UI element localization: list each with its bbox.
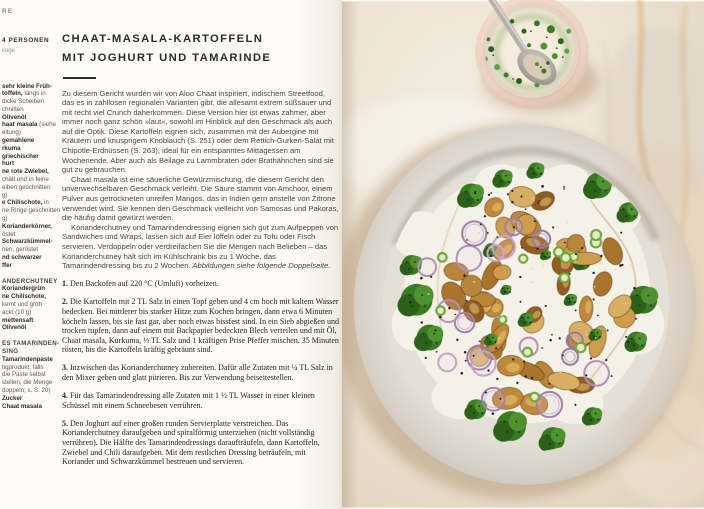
recipe-title-line2: MIT JOGHURT UND TAMARINDE bbox=[62, 52, 272, 64]
recipe-column bbox=[62, 30, 339, 467]
recipe-text-page bbox=[0, 0, 342, 509]
photo-page bbox=[342, 0, 704, 509]
serves-label: 4 PERSONEN bbox=[2, 37, 50, 44]
dish-photo bbox=[342, 0, 704, 509]
ingredients-list: sehr kleine Früh- toffeln, längs in dicke Scheiben chnitten Olivenöl haat masala (siehe eitung) gemahlene rkuma griechischer hurt ne rote Zwiebel, chält und in feine eiben geschnitten g) e Chilischote, in ne Ringe geschnitten g) Korianderkörner, östet Schwarzkümmel- nen, geröstet nd schwarzer ffer ANDERCHUTNEY Koriandergrün ne Chilischote, kernt und grob ackt (10 g) mettensaft Olivenöl ES TAMARINDEN- SING Tamarindenpaste tigprodukt; falls die Paste selbst stellen, die Menge doppeln; s. S. 20) Zucker Chaat masala bbox=[2, 82, 61, 410]
title-rule bbox=[63, 77, 96, 79]
method-steps: 1. Den Backofen auf 220 °C (Umluft) vorheizen. 2. Die Kartoffeln mit 2 TL Salz in einen Topf geben und 4 cm hoch mit kaltem Wasser bedecken. Bei mittlerer bis starker Hitze zum Kochen bringen, dann etwa 6 Minuten köcheln lassen, bis sie fast gar, aber noch etwas bissfest sind. In ein Sieb abgießen und trocken tupfen, dann auf einem mit Backpapier bedeckten Blech verteilen und mit Öl, Chaat masala, Kurkuma, ⅓ TL Salz und 1 kräftigen Prise Pfeffer mischen. 35 Minuten rösten, bis die Kartoffeln kräftig gebräunt sind. 3. Inzwischen das Korianderchutney zubereiten. Dafür alle Zutaten mit ¼ TL Salz in den Mixer geben und glatt pürieren. Bis zur Verwendung beiseitestellen. 4. Für das Tamarindendressing alle Zutaten mit 1 ½ TL Wasser in einer kleinen Schüssel mit einem Schneebesen verrühren. 5. Den Joghurt auf einer großen runden Servierplatte verstreichen. Das Korianderchutney daraufgeben und spiralförmig unterziehen (nicht vollständig verrühren). Die Hälfte des Tamarindendressings daraufträufeln, dann Kartoffeln, Zwiebel und Chili daraufgeben. Mit dem restlichen Dressing beträufeln, mit Koriander und Schwarzkümmel bestreuen und servieren. bbox=[62, 279, 339, 467]
recipe-title-line1: CHAAT-MASALA-KARTOFFELN bbox=[62, 33, 264, 45]
intro-paragraphs: Zu diesem Gericht wurden wir von Aloo Chaat inspiriert, indischem Streetfood, das es in zahllosen regionalen Varianten gibt, die allesamt extrem süßsauer und mit recht viel Crunch daherkommen. Diese Version hier ist etwas zahmer, aber immer noch ganz schön »laut«, sowohl im Hinblick auf den Geschmack als auch auf die Optik. Diese Kartoffeln eignen sich, zusammen mit der Aubergine mit Kräutern und knusprigem Knoblauch (S. 251) oder dem Rettich-Gurken-Salat mit Chipotle-Erdnüssen (S. 263), ideal für ein entspanntes Mittagessen am Wochenende. Aber auch als Beilage zu Lammbraten oder Brathähnchen sind sie gut zu gebrauchen. Chaat masala ist eine säuerliche Gewürzmischung, die diesem Gericht den unverwechselbaren Geschmack verleiht. Die Säure stammt von Amchoor, einem Pulver aus getrockneten unreifen Mangos, das in Indien gern anstelle von Zitrone verwendet wird. Sie kennen den Geschmack vielleicht von Samosas und Pakoras, die häufig damit gewürzt werden. Korianderchutney und Tamarindendressing eignen sich gut zum Aufpeppen von Sandwiches und Wraps, lassen sich auf Eier löffeln oder zu Tofu oder Fisch servieren. Verdoppeln oder verdreifachen Sie die Mengen nach Belieben – das Korianderchutney hält sich im Kühlschrank bis zu 1 Woche, das Tamarindendressing bis zu 2 Wochen. Abbildungen siehe folgende Doppelseite. bbox=[62, 88, 339, 271]
running-header: RE bbox=[2, 8, 14, 15]
serves-note: ilage bbox=[2, 46, 16, 54]
ingredients-sidebar bbox=[2, 37, 59, 410]
recipe-title bbox=[62, 30, 339, 68]
